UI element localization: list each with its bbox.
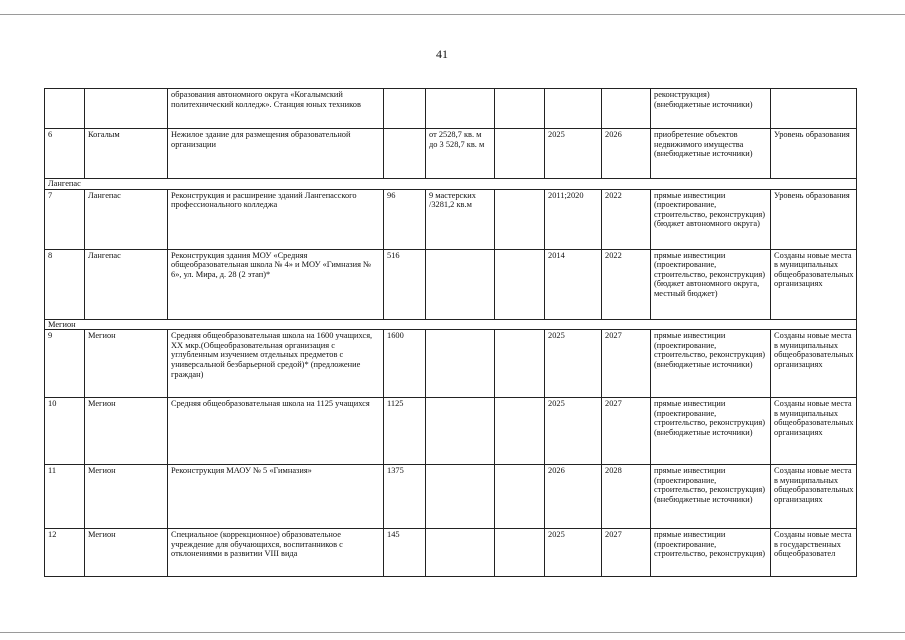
- cell-result: [771, 89, 857, 129]
- cell-end: 2027: [602, 398, 651, 465]
- cell-capacity: 96: [384, 189, 426, 249]
- cell-start: 2025: [545, 330, 602, 398]
- cell-num: 9: [45, 330, 85, 398]
- cell-city: Мегион: [85, 465, 168, 529]
- cell-start: 2025: [545, 398, 602, 465]
- cell-city: Мегион: [85, 398, 168, 465]
- cell-result: Созданы новые места в муниципальных общеобразовательных организациях: [771, 398, 857, 465]
- cell-result: Созданы новые места в муниципальных общеобразовательных организациях: [771, 465, 857, 529]
- cell-start: 2026: [545, 465, 602, 529]
- cell-city: Лангепас: [85, 189, 168, 249]
- cell-city: Мегион: [85, 529, 168, 577]
- section-title: Мегион: [45, 319, 857, 330]
- cell-end: 2027: [602, 330, 651, 398]
- cell-name: Средняя общеобразовательная школа на 1125 учащихся: [168, 398, 384, 465]
- cell-mechanism: прямые инвестиции (проектирование, строительство, реконструкция): [651, 529, 771, 577]
- cell-name: Реконструкция здания МОУ «Средняя общеобразовательная школа № 4» и МОУ «Гимназия № 6», ул. Мира, д. 28 (2 этап)*: [168, 249, 384, 319]
- cell-area: 9 мастерских /3281,2 кв.м: [426, 189, 495, 249]
- cell-num: 6: [45, 129, 85, 179]
- cell-city: Лангепас: [85, 249, 168, 319]
- cell-result: Созданы новые места в муниципальных общеобразовательных организациях: [771, 249, 857, 319]
- cell-mechanism: реконструкция) (внебюджетные источники): [651, 89, 771, 129]
- cell-end: 2022: [602, 189, 651, 249]
- cell-result: Уровень образования: [771, 129, 857, 179]
- cell-area: [426, 465, 495, 529]
- page-number: 41: [436, 47, 448, 61]
- cell-name: Реконструкция МАОУ № 5 «Гимназия»: [168, 465, 384, 529]
- table-row: [45, 529, 857, 577]
- cell-city: [85, 89, 168, 129]
- table-row: [45, 189, 857, 249]
- cell-area: [426, 89, 495, 129]
- cell-blank: [495, 398, 545, 465]
- cell-num: 10: [45, 398, 85, 465]
- cell-city: Когалым: [85, 129, 168, 179]
- cell-capacity: 1375: [384, 465, 426, 529]
- cell-capacity: 1125: [384, 398, 426, 465]
- cell-start: [545, 89, 602, 129]
- cell-mechanism: прямые инвестиции (проектирование, строительство, реконструкция) (внебюджетные источники): [651, 398, 771, 465]
- cell-blank: [495, 330, 545, 398]
- cell-area: [426, 330, 495, 398]
- cell-end: 2027: [602, 529, 651, 577]
- cell-blank: [495, 529, 545, 577]
- cell-result: Созданы новые места в муниципальных общеобразовательных организациях: [771, 330, 857, 398]
- cell-start: 2014: [545, 249, 602, 319]
- cell-name: Специальное (коррекционное) образовательное учреждение для обучающихся, воспитанников с отклонениями в развитии VIII вида: [168, 529, 384, 577]
- cell-name: Средняя общеобразовательная школа на 1600 учащихся, XX мкр.(Общеобразовательная организация с углубленным изучением отдельных предметов с универсальной безбарьерной средой)* (предложение граждан): [168, 330, 384, 398]
- cell-blank: [495, 249, 545, 319]
- cell-end: 2028: [602, 465, 651, 529]
- cell-mechanism: прямые инвестиции (проектирование, строительство, реконструкция) (бюджет автономного округа, местный бюджет): [651, 249, 771, 319]
- cell-end: 2022: [602, 249, 651, 319]
- cell-area: [426, 398, 495, 465]
- cell-start: 2025: [545, 129, 602, 179]
- cell-capacity: 145: [384, 529, 426, 577]
- cell-mechanism: прямые инвестиции (проектирование, строительство, реконструкция) (внебюджетные источники): [651, 465, 771, 529]
- cell-num: 7: [45, 189, 85, 249]
- cell-capacity: 516: [384, 249, 426, 319]
- cell-num: 8: [45, 249, 85, 319]
- cell-blank: [495, 189, 545, 249]
- cell-capacity: [384, 129, 426, 179]
- cell-start: 2025: [545, 529, 602, 577]
- cell-result: Созданы новые места в государственных общеобразовател: [771, 529, 857, 577]
- cell-area: [426, 529, 495, 577]
- scan-top-edge: [0, 14, 905, 15]
- cell-name: Нежилое здание для размещения образовательной организации: [168, 129, 384, 179]
- cell-mechanism: прямые инвестиции (проектирование, строительство, реконструкция) (внебюджетные источники): [651, 330, 771, 398]
- section-header-row: [45, 319, 857, 330]
- cell-mechanism: приобретение объектов недвижимого имущества (внебюджетные источники): [651, 129, 771, 179]
- cell-start: 2011;2020: [545, 189, 602, 249]
- cell-city: Мегион: [85, 330, 168, 398]
- cell-num: 12: [45, 529, 85, 577]
- table-row: [45, 330, 857, 398]
- cell-end: [602, 89, 651, 129]
- cell-name: образования автономного округа «Когалымский политехнический колледж». Станция юных техников: [168, 89, 384, 129]
- cell-capacity: 1600: [384, 330, 426, 398]
- table-row: [45, 465, 857, 529]
- table-row-continuation: [45, 89, 857, 129]
- cell-result: Уровень образования: [771, 189, 857, 249]
- objects-table: [44, 88, 857, 577]
- cell-blank: [495, 89, 545, 129]
- cell-area: [426, 249, 495, 319]
- cell-end: 2026: [602, 129, 651, 179]
- scan-bottom-edge: [0, 632, 905, 633]
- cell-mechanism: прямые инвестиции (проектирование, строительство, реконструкция) (бюджет автономного округа): [651, 189, 771, 249]
- table-row: [45, 249, 857, 319]
- table-row: [45, 129, 857, 179]
- section-title: Лангепас: [45, 179, 857, 190]
- cell-area: от 2528,7 кв. м до 3 528,7 кв. м: [426, 129, 495, 179]
- cell-name: Реконструкция и расширение зданий Лангепасского профессионального колледжа: [168, 189, 384, 249]
- cell-num: [45, 89, 85, 129]
- table-row: [45, 398, 857, 465]
- cell-capacity: [384, 89, 426, 129]
- cell-num: 11: [45, 465, 85, 529]
- cell-blank: [495, 465, 545, 529]
- cell-blank: [495, 129, 545, 179]
- section-header-row: [45, 179, 857, 190]
